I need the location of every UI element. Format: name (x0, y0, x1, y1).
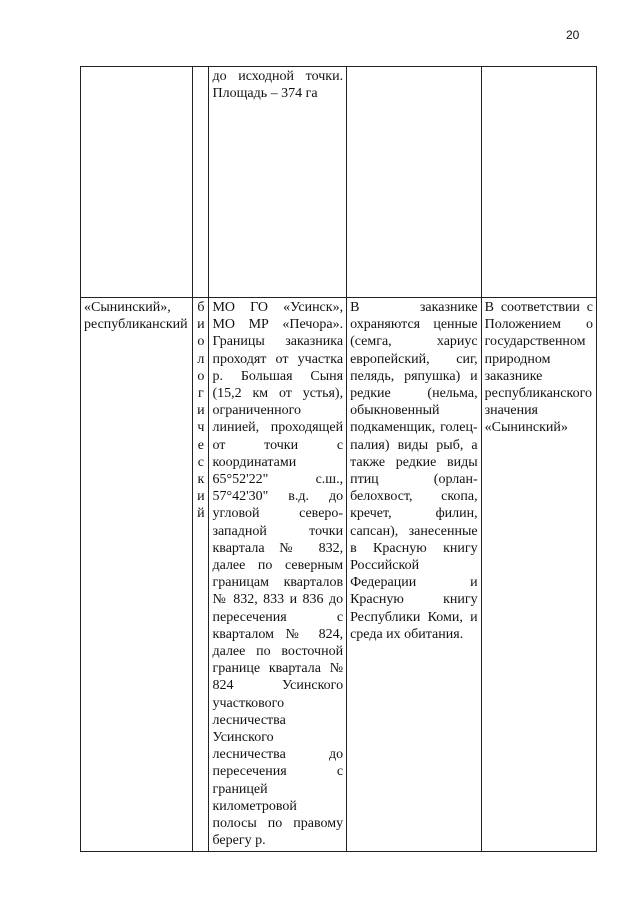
reserves-table (80, 66, 597, 852)
profile-cell (193, 298, 209, 852)
profile-letter: й (197, 506, 205, 522)
reserve-name-cell: «Сынинский», республиканский (81, 298, 193, 852)
table-row (81, 67, 597, 298)
legal-basis-cell: В соответствии с Положением о государственном природном заказнике республиканского значения «Сынинский» (481, 298, 596, 852)
empty-cell (193, 67, 209, 298)
empty-cell (347, 67, 482, 298)
profile-letter: к (197, 472, 205, 488)
table-row (81, 298, 597, 852)
continuation-cell: до исходной точки. Площадь – 374 га (209, 67, 347, 298)
profile-letter: о (197, 334, 205, 350)
species-cell: В заказнике охраняются ценные (семга, хариус европейский, сиг, пелядь, ряпушка) и редкие (нельма, обыкновенный подкаменщик, голец-палия) виды рыб, а также редкие виды птиц (орлан-белохвост, скопа, кречет, филин, сапсан), занесенные в Красную книгу Российской Федерации и Красную книгу Республики Коми, и среда их обитания. (347, 298, 482, 852)
profile-letter: и (197, 403, 205, 419)
page-number: 20 (566, 28, 580, 42)
profile-letter: и (197, 317, 205, 333)
profile-letter: о (197, 368, 205, 384)
profile-letter: г (198, 386, 204, 402)
empty-cell (481, 67, 596, 298)
profile-letter: б (197, 300, 205, 315)
profile-letter: ч (197, 420, 205, 436)
empty-cell (81, 67, 193, 298)
profile-letter: л (197, 351, 205, 367)
profile-letter: и (197, 489, 205, 505)
profile-letter: е (197, 437, 204, 453)
boundaries-cell: МО ГО «Усинск», МО МР «Печора». Границы заказника проходят от участка р. Большая Сыня (15,2 км от устья), ограниченного линией, проходящей от точки с координатами 65°52'22" с.ш., 57°42'30" в.д. до угловой северо-западной точки квартала № 832, далее по северным границам кварталов № 832, 833 и 836 до пересечения с кварталом № 824, далее по восточной границе квартала № 824 Усинского участкового лесничества Усинского лесничества до пересечения с границей километровой полосы по правому берегу р. (209, 298, 347, 852)
profile-letter: с (197, 454, 204, 470)
profile-vertical-text (193, 299, 208, 523)
